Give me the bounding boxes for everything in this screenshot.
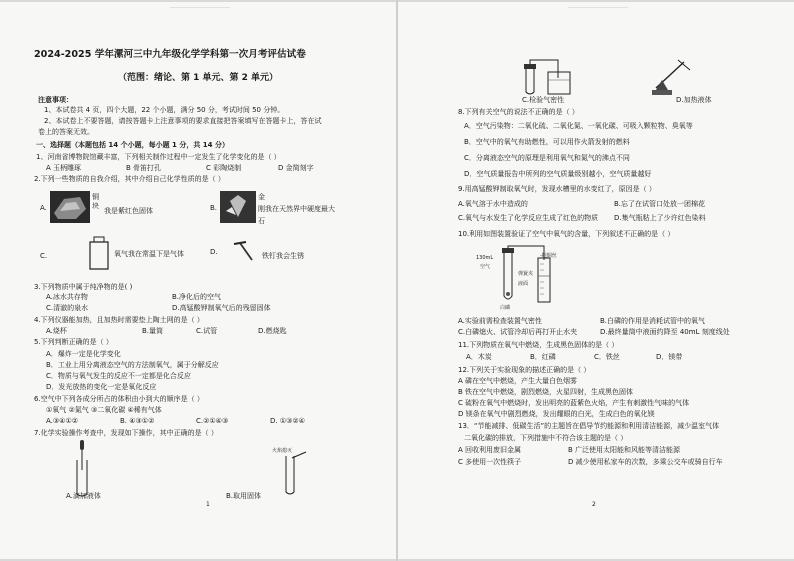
question-3: 3.下列物质中属于纯净物的是( ) [34,283,133,291]
question-1: 1、河南省博物院馆藏丰富，下列相关制作过程中一定发生了化学变化的是（ ） [36,153,281,161]
q4-option-a: A.烧杯 [46,327,67,335]
q7-option-d: D.加热液体 [676,96,712,104]
q11-option-c: C．铁丝 [594,353,620,361]
q2-text-b: 刚我在天然界中硬度最大 [258,205,335,213]
q7-option-c: C.检验气密性 [522,96,565,104]
q1-option-c: C 彩陶烧制 [206,164,242,172]
q2-text-c: 氧气我在常温下是气体 [114,250,184,258]
q4-option-c: C.试管 [196,327,218,335]
note-line: 2、本试卷上不要答题，请按答题卡上注意事项的要求直接把答案填写在答题卡上，答在试 [44,117,322,125]
question-5: 5.下列判断正确的是（ ） [34,338,113,346]
fig-clip-label: 弹簧夹 [518,271,534,277]
q4-option-b: B.量筒 [142,327,164,335]
q2-option-a: A. [40,204,47,212]
q7-option-a: A.滴加液体 [66,492,101,500]
header-mark [568,7,628,8]
q2-option-b: B. [210,204,218,212]
q13-option-c: C 多使用一次性筷子 [458,458,522,466]
q3-option-c: C.清澈的泉水 [46,304,89,312]
oxygen-content-apparatus [494,246,558,306]
q6-option-d: D. ①③②④ [270,417,305,425]
diamond-image [220,191,256,223]
q10-option-d: D.最终量筒中液面约降至 40mL 刻度线处 [600,328,730,336]
q2-option-d: D. [210,248,218,256]
airtight-check-apparatus [518,60,578,98]
page-number: 2 [592,501,596,508]
q2-option-c: C. [40,252,48,260]
fig-air-label: 空气 [480,264,491,270]
question-10: 10.利用如图装置验证了空气中氧气的含量，下列叙述不正确的是（ ） [458,230,675,238]
q5-option-a: A．爆炸一定是化学变化 [46,350,121,358]
dropper-tube-image [74,440,90,498]
note-line: 卷上的答案无效。 [38,128,94,136]
q9-option-a: A.氧气溶于水中造成的 [458,200,528,208]
page-title: 2024-2025 学年漯河三中九年级化学学科第一次月考评估试卷 [34,49,306,60]
q10-option-c: C.白磷熄火、试管冷却后再打开止水夹 [458,328,578,336]
oxygen-jar-image [86,237,112,271]
section-heading: 一、选择题（本题包括 14 个小题，每小题 1 分，共 14 分） [36,141,229,149]
q10-option-a: A.实验前需检查装置气密性 [458,317,542,325]
question-6: 6.空气中下列各成分所占的体积由小到大的顺序是（ ） [34,395,204,403]
q1-option-b: B 骨笛打孔 [126,164,162,172]
fig-wire-label: -粗铜丝 [540,253,557,259]
q8-option-c: C．分离液态空气的原理是利用氧气和氮气的沸点不同 [464,154,630,162]
question-8: 8.下列有关空气的说法不正确的是（ ） [458,108,579,116]
test-tube-image [280,452,310,496]
q2-text-d: 铁钉我会生锈 [262,252,304,260]
q1-option-d: D 金简刻字 [278,164,314,172]
question-4: 4.下列仪器能加热，且加热时需要垫上陶土网的是（ ） [34,316,204,324]
q3-option-d: D.高锰酸钾制氧气后的残留固体 [172,304,271,312]
q2-label-diamond-1: 金 [258,193,265,201]
question-13-cont: 二氧化碳的排放，下列措施中不符合该主题的是（ ） [464,434,628,442]
q3-option-a: A.冰水共存物 [46,293,88,301]
q9-option-b: B.忘了在试管口处放一团棉花 [614,200,706,208]
q4-option-d: D.燃烧匙 [258,327,287,335]
q7-option-b: B.取用固体 [226,492,262,500]
q5-option-b: B．工业上用分离液态空气的方法制氧气，属于分解反应 [46,361,219,369]
q8-option-b: B．空气中的氧气有助燃性，可以用作火箭发射的燃料 [464,138,630,146]
q12-option-a: A 磷在空气中燃烧，产生大量白色烟雾 [458,377,578,385]
note-line: 1、本试卷共 4 页，四个大题，22 个小题，满分 50 分，考试时间 50 分钟。 [44,106,285,114]
q8-option-a: A．空气污染物：二氧化硫、二氧化氮、一氧化碳、可吸入颗粒物、臭氧等 [464,122,693,130]
question-11: 11.下列物质在氧气中燃烧，生成黑色固体的是（ ） [458,341,619,349]
question-9: 9.用高锰酸钾制取氧气时，发现水槽里的水变红了，原因是（ ） [458,185,656,193]
q6-option-a: A.③④①② [46,417,78,425]
q1-option-a: A 玉柄雕琢 [46,164,82,172]
q10-option-b: B.白磷的作用是消耗试管中的氧气 [600,317,706,325]
q9-option-c: C.氧气与水发生了化学反应生成了红色的物质 [458,214,599,222]
q3-option-b: B.净化后的空气 [172,293,222,301]
q13-option-b: B 广泛使用太阳能和风能等清洁能源 [568,446,681,454]
q12-option-c: C 硫粉在氧气中燃烧时，发出明亮的蓝紫色火焰，产生有刺激性气味的气体 [458,399,690,407]
notes-heading: 注意事项： [38,96,73,104]
q2-label-copper: 铜块 [92,193,99,210]
iron-nail-image [232,240,262,264]
header-mark [170,7,230,8]
q11-option-d: D．镁带 [656,353,683,361]
page-1 [0,2,396,559]
q6-option-c: C.②①④③ [196,417,229,425]
fig-phosphorus-label: 白磷 [500,305,511,311]
fig-water-label: 液面 [518,281,529,287]
q11-option-b: B．红磷 [530,353,556,361]
question-13: 13．“节能减排、低碳生活”的主题旨在倡导节约能源和利用清洁能源，减少温室气体 [458,422,720,430]
q7-fire-label: 火焰熄灭 [272,448,293,454]
q13-option-d: D 减少使用私家车的次数，多乘公交车或骑自行车 [568,458,723,466]
q11-option-a: A．木炭 [466,353,492,361]
q5-option-d: D．发光放热的变化一定是氧化反应 [46,383,157,391]
q2-text-a: 我是紫红色固体 [104,207,153,215]
page-2 [398,2,794,559]
question-12: 12.下列关于实验现象的描述正确的是（ ） [458,366,591,374]
heating-liquid-image [648,58,694,98]
q12-option-d: D 镁条在氧气中剧烈燃烧，发出耀眼的白光，生成白色的氧化镁 [458,410,655,418]
q5-option-c: C．物质与氧气发生的反应不一定都是化合反应 [46,372,191,380]
q6-items: ①氧气 ②氮气 ③二氧化碳 ④稀有气体 [46,406,162,414]
q2-label-diamond-3: 石 [258,217,265,225]
fig-volume-label: 130mL [476,255,494,261]
q8-option-d: D．空气质量报告中所列的空气质量级别越小，空气质量越好 [464,170,652,178]
q6-option-b: B. ④③①② [120,417,155,425]
page-subtitle: （范围：绪论、第 1 单元、第 2 单元） [118,73,279,83]
copper-block-image [50,191,90,223]
q9-option-d: D.集气瓶粘上了少许红色染料 [614,214,706,222]
q12-option-b: B 铁在空气中燃烧，剧烈燃烧，火星四射，生成黑色固体 [458,388,634,396]
q13-option-a: A 回收利用废旧金属 [458,446,522,454]
question-7: 7.化学实验操作考查中，发现如下操作，其中正确的是（ ） [34,429,218,437]
question-2: 2.下列一些物质的自我介绍，其中介绍自己化学性质的是（ ） [34,175,225,183]
page-number: 1 [206,501,210,508]
